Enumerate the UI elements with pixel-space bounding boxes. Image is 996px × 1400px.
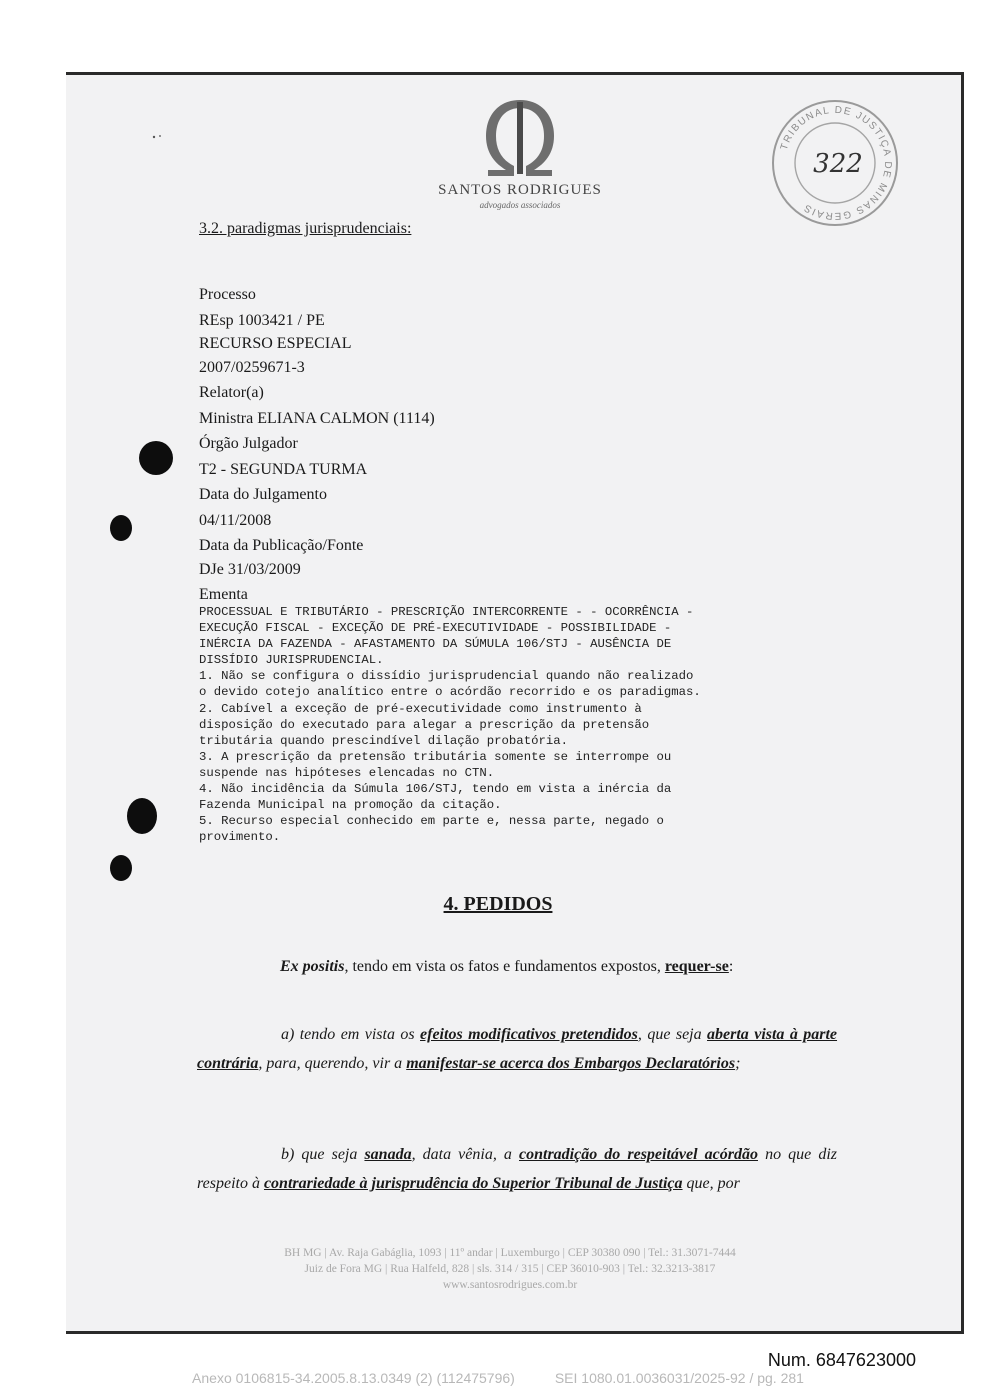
seal-ring-text: TRIBUNAL DE JUSTIÇA DE MINAS GERAIS — [778, 104, 894, 222]
annex-stamp — [0, 1370, 996, 1386]
seal-page-number: 322 — [813, 149, 863, 179]
meta-line: 2007/0259671-3 — [199, 358, 305, 376]
section-title: 3.2. paradigmas jurisprudenciais: — [199, 220, 412, 237]
footer-website: www.santosrodrigues.com.br — [442, 1279, 578, 1291]
item-a-emphasis: manifestar-se acerca dos Embargos Declaratórios — [406, 1055, 736, 1072]
meta-line: Data da Publicação/Fonte — [199, 537, 364, 554]
item-a-emphasis: aberta vista à parte contrária — [197, 1026, 838, 1072]
punch-hole — [127, 798, 157, 834]
meta-line: Relator(a) — [199, 384, 264, 401]
intro-lead: Ex positis — [280, 958, 345, 975]
meta-line: T2 - SEGUNDA TURMA — [199, 460, 368, 478]
meta-line: Órgão Julgador — [199, 435, 298, 452]
pedidos-intro — [280, 958, 733, 976]
firm-footer — [200, 1245, 820, 1293]
item-a-text: ; — [735, 1055, 741, 1072]
firm-logo — [430, 96, 610, 210]
item-b-text: , data vênia, a — [411, 1146, 519, 1163]
sei-reference: SEI 1080.01.0036031/2025-92 / pg. 281 — [554, 1370, 804, 1386]
meta-line: Ministra ELIANA CALMON (1114) — [199, 409, 435, 427]
item-a-emphasis: efeitos modificativos pretendidos — [420, 1026, 638, 1043]
annex-reference: Anexo 0106815-34.2005.8.13.0349 (2) (112475796) — [192, 1370, 515, 1386]
item-a-text: a) tendo em vista os — [281, 1026, 421, 1043]
firm-name: SANTOS RODRIGUES — [438, 182, 602, 198]
pedidos-heading: 4. PEDIDOS — [443, 893, 553, 915]
omega-logo-icon — [480, 96, 560, 180]
scan-speck — [150, 128, 164, 136]
case-metadata — [199, 283, 435, 607]
meta-line: REsp 1003421 / PE — [199, 311, 325, 329]
meta-line: DJe 31/03/2009 — [199, 560, 301, 578]
court-seal — [770, 98, 900, 228]
footer-address-jf: Juiz de Fora MG | Rua Halfeld, 828 | sls. 314 / 315 | CEP 36010-903 | Tel.: 32.3213-3817 — [304, 1263, 716, 1275]
punch-hole — [110, 855, 132, 881]
meta-line: Ementa — [199, 586, 248, 603]
punch-hole — [139, 441, 173, 475]
intro-requer: requer-se — [664, 958, 729, 975]
pedido-item-b — [197, 1140, 837, 1198]
pedido-item-a — [197, 1020, 837, 1078]
item-b-text: b) que seja — [281, 1146, 365, 1163]
intro-mid: , tendo em vista os fatos e fundamentos expostos, — [344, 958, 665, 975]
intro-end: : — [728, 958, 734, 975]
meta-line: 04/11/2008 — [199, 511, 272, 529]
item-b-text: no que diz respeito à — [197, 1146, 837, 1192]
meta-line: Processo — [199, 286, 256, 303]
meta-line: RECURSO ESPECIAL — [199, 335, 352, 352]
ementa-text: PROCESSUAL E TRIBUTÁRIO - PRESCRIÇÃO INTERCORRENTE - - OCORRÊNCIA - EXECUÇÃO FISCAL - EXCEÇÃO DE PRÉ-EXECUTIVIDADE - POSSIBILIDADE - INÉRCIA DA FAZENDA - AFASTAMENTO DA SÚMULA 106/STJ - AUSÊNCIA DE DISSÍDIO JURISPRUDENCIAL. 1. Não se configura o dissídio jurisprudencial quando não realizado o devido cotejo analítico entre o acórdão recorrido e os paradigmas. 2. Cabível a exceção de pré-executividade como instrumento à disposição do executado para alegar a prescrição da pretensão tributária quando prescindível dilação probatória. 3. A prescrição da pretensão tributária somente se interrompe ou suspende nas hipóteses elencadas no CTN. 4. Não incidência da Súmula 106/STJ, tendo em vista a inércia da Fazenda Municipal na promoção da citação. 5. Recurso especial conhecido em parte e, nessa parte, negado o provimento. — [199, 605, 701, 845]
item-b-emphasis: sanada — [364, 1146, 412, 1163]
item-b-emphasis: contrariedade à jurisprudência do Superior Tribunal de Justiça — [263, 1175, 683, 1192]
document-number: Num. 6847623000 — [767, 1350, 916, 1370]
item-a-text: , que seja — [637, 1026, 708, 1043]
item-a-text: , para, querendo, vir a — [258, 1055, 407, 1072]
item-b-emphasis: contradição do respeitável acórdão — [519, 1146, 758, 1163]
item-b-text: que, por — [682, 1175, 740, 1192]
meta-line: Data do Julgamento — [199, 486, 327, 503]
punch-hole — [110, 515, 132, 541]
firm-tagline: advogados associados — [479, 200, 561, 210]
footer-address-bh: BH MG | Av. Raja Gabáglia, 1093 | 11º andar | Luxemburgo | CEP 30380 090 | Tel.: 31.3071-7444 — [284, 1247, 736, 1259]
